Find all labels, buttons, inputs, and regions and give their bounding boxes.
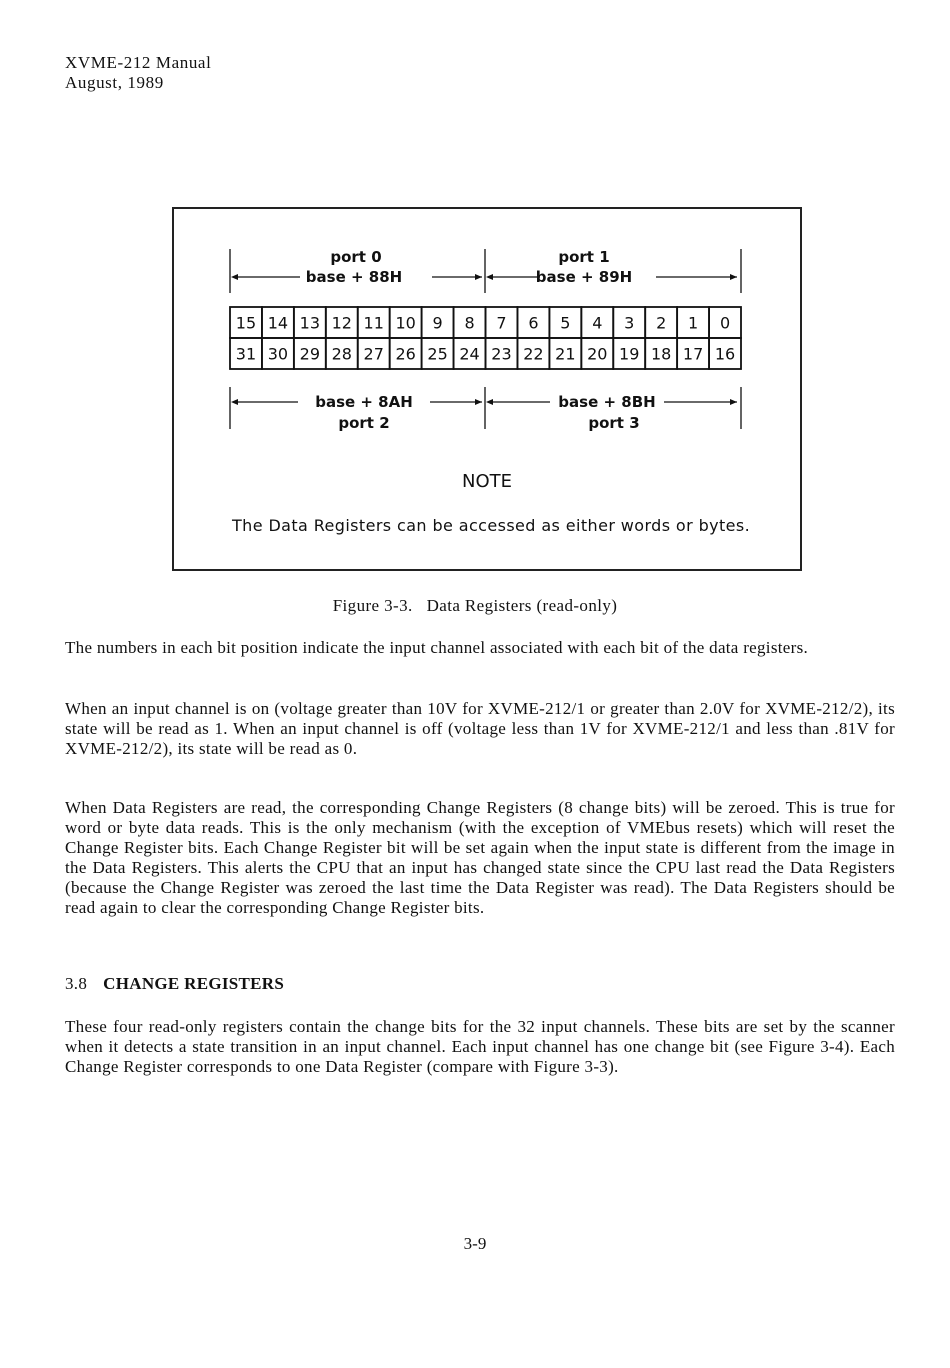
note-title: NOTE <box>461 471 512 492</box>
bit-label: 4 <box>592 313 603 333</box>
section-title: CHANGE REGISTERS <box>103 974 285 993</box>
bit-label: 18 <box>650 344 672 364</box>
manual-date: August, 1989 <box>65 73 164 92</box>
note-text: The Data Registers can be accessed as either words or bytes. <box>232 516 751 535</box>
bit-label: 6 <box>528 313 539 333</box>
paragraph-change-register-reset: When Data Registers are read, the corresponding Change Registers (8 change bits) will be zeroed. This is true for word or byte data reads. This is the only mechanism (with the exception of VMEbus resets) which will reset the Change Register bits. Each Change Register bit will be set again when the input state is different from the image in the Data Registers. This alerts the CPU that an input has changed state since the CPU last read the Data Registers (because the Change Register was zeroed the last time the Data Register was read). The Data Registers should be read again to clear the corresponding Change Register bits. <box>65 798 895 917</box>
bit-label: 28 <box>331 344 352 364</box>
bit-label: 12 <box>331 313 352 333</box>
figure-3-3-box <box>172 207 802 571</box>
bit-label: 10 <box>395 313 416 333</box>
bit-grid <box>230 307 741 369</box>
bit-label: 2 <box>656 313 667 333</box>
bit-label: 9 <box>432 313 443 333</box>
bit-label: 19 <box>619 344 640 364</box>
paragraph-input-states: When an input channel is on (voltage greater than 10V for XVME-212/1 or greater than 2.0V for XVME-212/2), its state will be read as 1. When an input channel is off (voltage less than 1V for XVME-212/1 and less than .81V for XVME-212/2), its state will be read as 0. <box>65 699 895 758</box>
bit-label: 1 <box>688 313 699 333</box>
paragraph-bit-positions: The numbers in each bit position indicate the input channel associated with each bit of the data registers. <box>65 638 809 657</box>
bit-label: 7 <box>496 313 507 333</box>
port0-name: port 0 <box>330 248 382 266</box>
section-heading <box>65 974 284 994</box>
port0-address: base + 88H <box>305 268 403 286</box>
bit-label: 8 <box>464 313 475 333</box>
bit-label: 31 <box>235 344 257 364</box>
bit-label: 23 <box>491 344 512 364</box>
port3-address: base + 8BH <box>558 393 656 411</box>
page-number: 3-9 <box>463 1234 487 1253</box>
bit-label: 0 <box>719 313 731 333</box>
bit-label: 13 <box>299 313 321 333</box>
bit-label: 16 <box>714 344 736 364</box>
bit-label: 26 <box>395 344 416 364</box>
bit-label: 22 <box>523 344 544 364</box>
bottom-span-markers <box>230 387 741 429</box>
bit-label: 5 <box>560 313 571 333</box>
bit-label: 11 <box>363 313 384 333</box>
port3-name: port 3 <box>588 414 640 432</box>
document-header <box>65 53 211 93</box>
port2-address: base + 8AH <box>315 393 413 411</box>
port1-address: base + 89H <box>535 268 633 286</box>
paragraph-change-registers: These four read-only registers contain the change bits for the 32 input channels. These bits are set by the scanner when it detects a state transition in an input channel. Each input channel has one change bit (see Figure 3-4). Each Change Register corresponds to one Data Register (compare with Figure 3-3). <box>65 1017 895 1076</box>
bit-label: 30 <box>267 344 289 364</box>
manual-title: XVME-212 Manual <box>65 53 212 72</box>
bit-label: 14 <box>267 313 289 333</box>
bit-label: 17 <box>682 344 704 364</box>
bit-label: 27 <box>363 344 384 364</box>
data-register-diagram <box>174 209 800 459</box>
bit-label: 29 <box>299 344 321 364</box>
section-number: 3.8 <box>65 974 88 993</box>
bit-label: 24 <box>459 344 480 364</box>
bit-label: 25 <box>427 344 448 364</box>
bit-label: 20 <box>587 344 608 364</box>
bit-label: 15 <box>235 313 257 333</box>
port2-name: port 2 <box>338 414 390 432</box>
port1-name: port 1 <box>558 248 610 266</box>
bit-label: 3 <box>624 313 635 333</box>
figure-caption: Figure 3-3. Data Registers (read-only) <box>332 596 618 615</box>
bit-label: 21 <box>555 344 576 364</box>
